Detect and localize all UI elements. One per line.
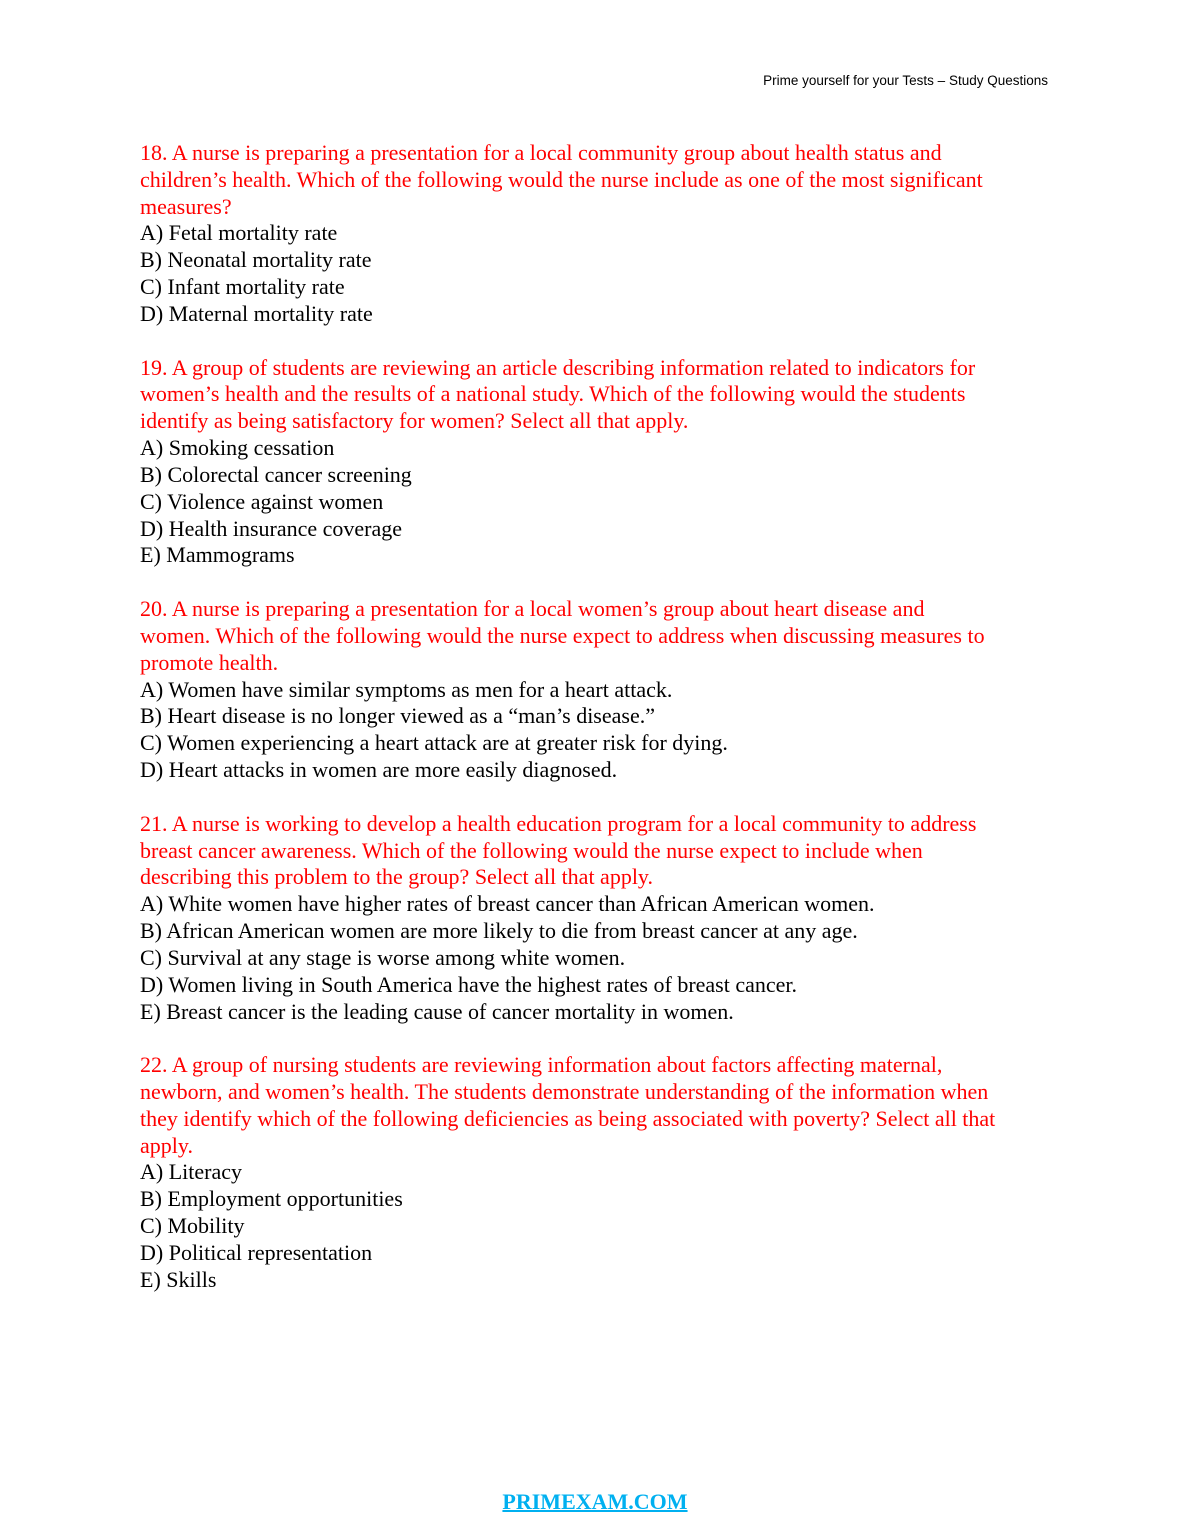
answer-option: B) Neonatal mortality rate (140, 247, 372, 273)
question-text: 18. A nurse is preparing a presentation for a local community group about health status and (140, 140, 942, 165)
question-text: apply. (140, 1132, 193, 1158)
answer-option: B) African American women are more likely to die from breast cancer at any age. (140, 918, 858, 944)
answer-option: A) Smoking cessation (140, 435, 335, 461)
primexam-link[interactable]: PRIMEXAM.COM (502, 1489, 688, 1514)
question-text: identify as being satisfactory for women? Select all that apply. (140, 408, 689, 434)
answer-option: B) Heart disease is no longer viewed as a “man’s disease.” (140, 703, 655, 729)
answer-option: E) Skills (140, 1266, 217, 1292)
answer-option: E) Mammograms (140, 542, 295, 568)
answer-option: B) Colorectal cancer screening (140, 461, 412, 487)
answer-option: D) Health insurance coverage (140, 515, 403, 541)
question-text: promote health. (140, 649, 279, 675)
question-block (140, 140, 1060, 328)
answer-option: D) Maternal mortality rate (140, 300, 373, 326)
answer-option: A) Fetal mortality rate (140, 220, 338, 246)
question-text: 20. A nurse is preparing a presentation for a local women’s group about heart disease and (140, 596, 925, 622)
answer-option: C) Survival at any stage is worse among white women. (140, 944, 626, 970)
question-text: breast cancer awareness. Which of the following would the nurse expect to include when (140, 837, 923, 863)
answer-option: D) Political representation (140, 1239, 373, 1265)
question-block (140, 1052, 1060, 1293)
question-block (140, 811, 1060, 1026)
answer-option: A) Literacy (140, 1159, 242, 1185)
question-text: they identify which of the following deficiencies as being associated with poverty? Select all that (140, 1105, 996, 1131)
answer-option: E) Breast cancer is the leading cause of cancer mortality in women. (140, 998, 734, 1024)
answer-option: D) Women living in South America have the highest rates of breast cancer. (140, 971, 798, 997)
question-text: 19. A group of students are reviewing an article describing information related to indicators for (140, 354, 976, 380)
answer-option: C) Infant mortality rate (140, 274, 345, 300)
question-block (140, 355, 1060, 570)
answer-option: D) Heart attacks in women are more easily diagnosed. (140, 757, 618, 783)
answer-option: A) Women have similar symptoms as men for a heart attack. (140, 676, 673, 702)
question-text: measures? (140, 193, 232, 219)
footer (0, 1489, 1190, 1515)
question-text: children’s health. Which of the following would the nurse include as one of the most significant (140, 166, 983, 192)
question-text: 22. A group of nursing students are reviewing information about factors affecting maternal, (140, 1052, 943, 1078)
question-block (140, 596, 1060, 784)
question-text: women. Which of the following would the nurse expect to address when discussing measures to (140, 622, 985, 648)
question-text: describing this problem to the group? Select all that apply. (140, 864, 654, 890)
answer-option: C) Violence against women (140, 488, 384, 514)
answer-option: A) White women have higher rates of breast cancer than African American women. (140, 891, 875, 917)
answer-option: C) Mobility (140, 1213, 245, 1239)
question-text: 21. A nurse is working to develop a health education program for a local community to address (140, 810, 977, 836)
answer-option: B) Employment opportunities (140, 1186, 403, 1212)
question-list (140, 140, 1060, 1320)
question-text: newborn, and women’s health. The students demonstrate understanding of the information when (140, 1078, 989, 1104)
question-text: women’s health and the results of a national study. Which of the following would the students (140, 381, 966, 407)
page-header: Prime yourself for your Tests – Study Questions (763, 73, 1048, 88)
answer-option: C) Women experiencing a heart attack are at greater risk for dying. (140, 730, 728, 756)
